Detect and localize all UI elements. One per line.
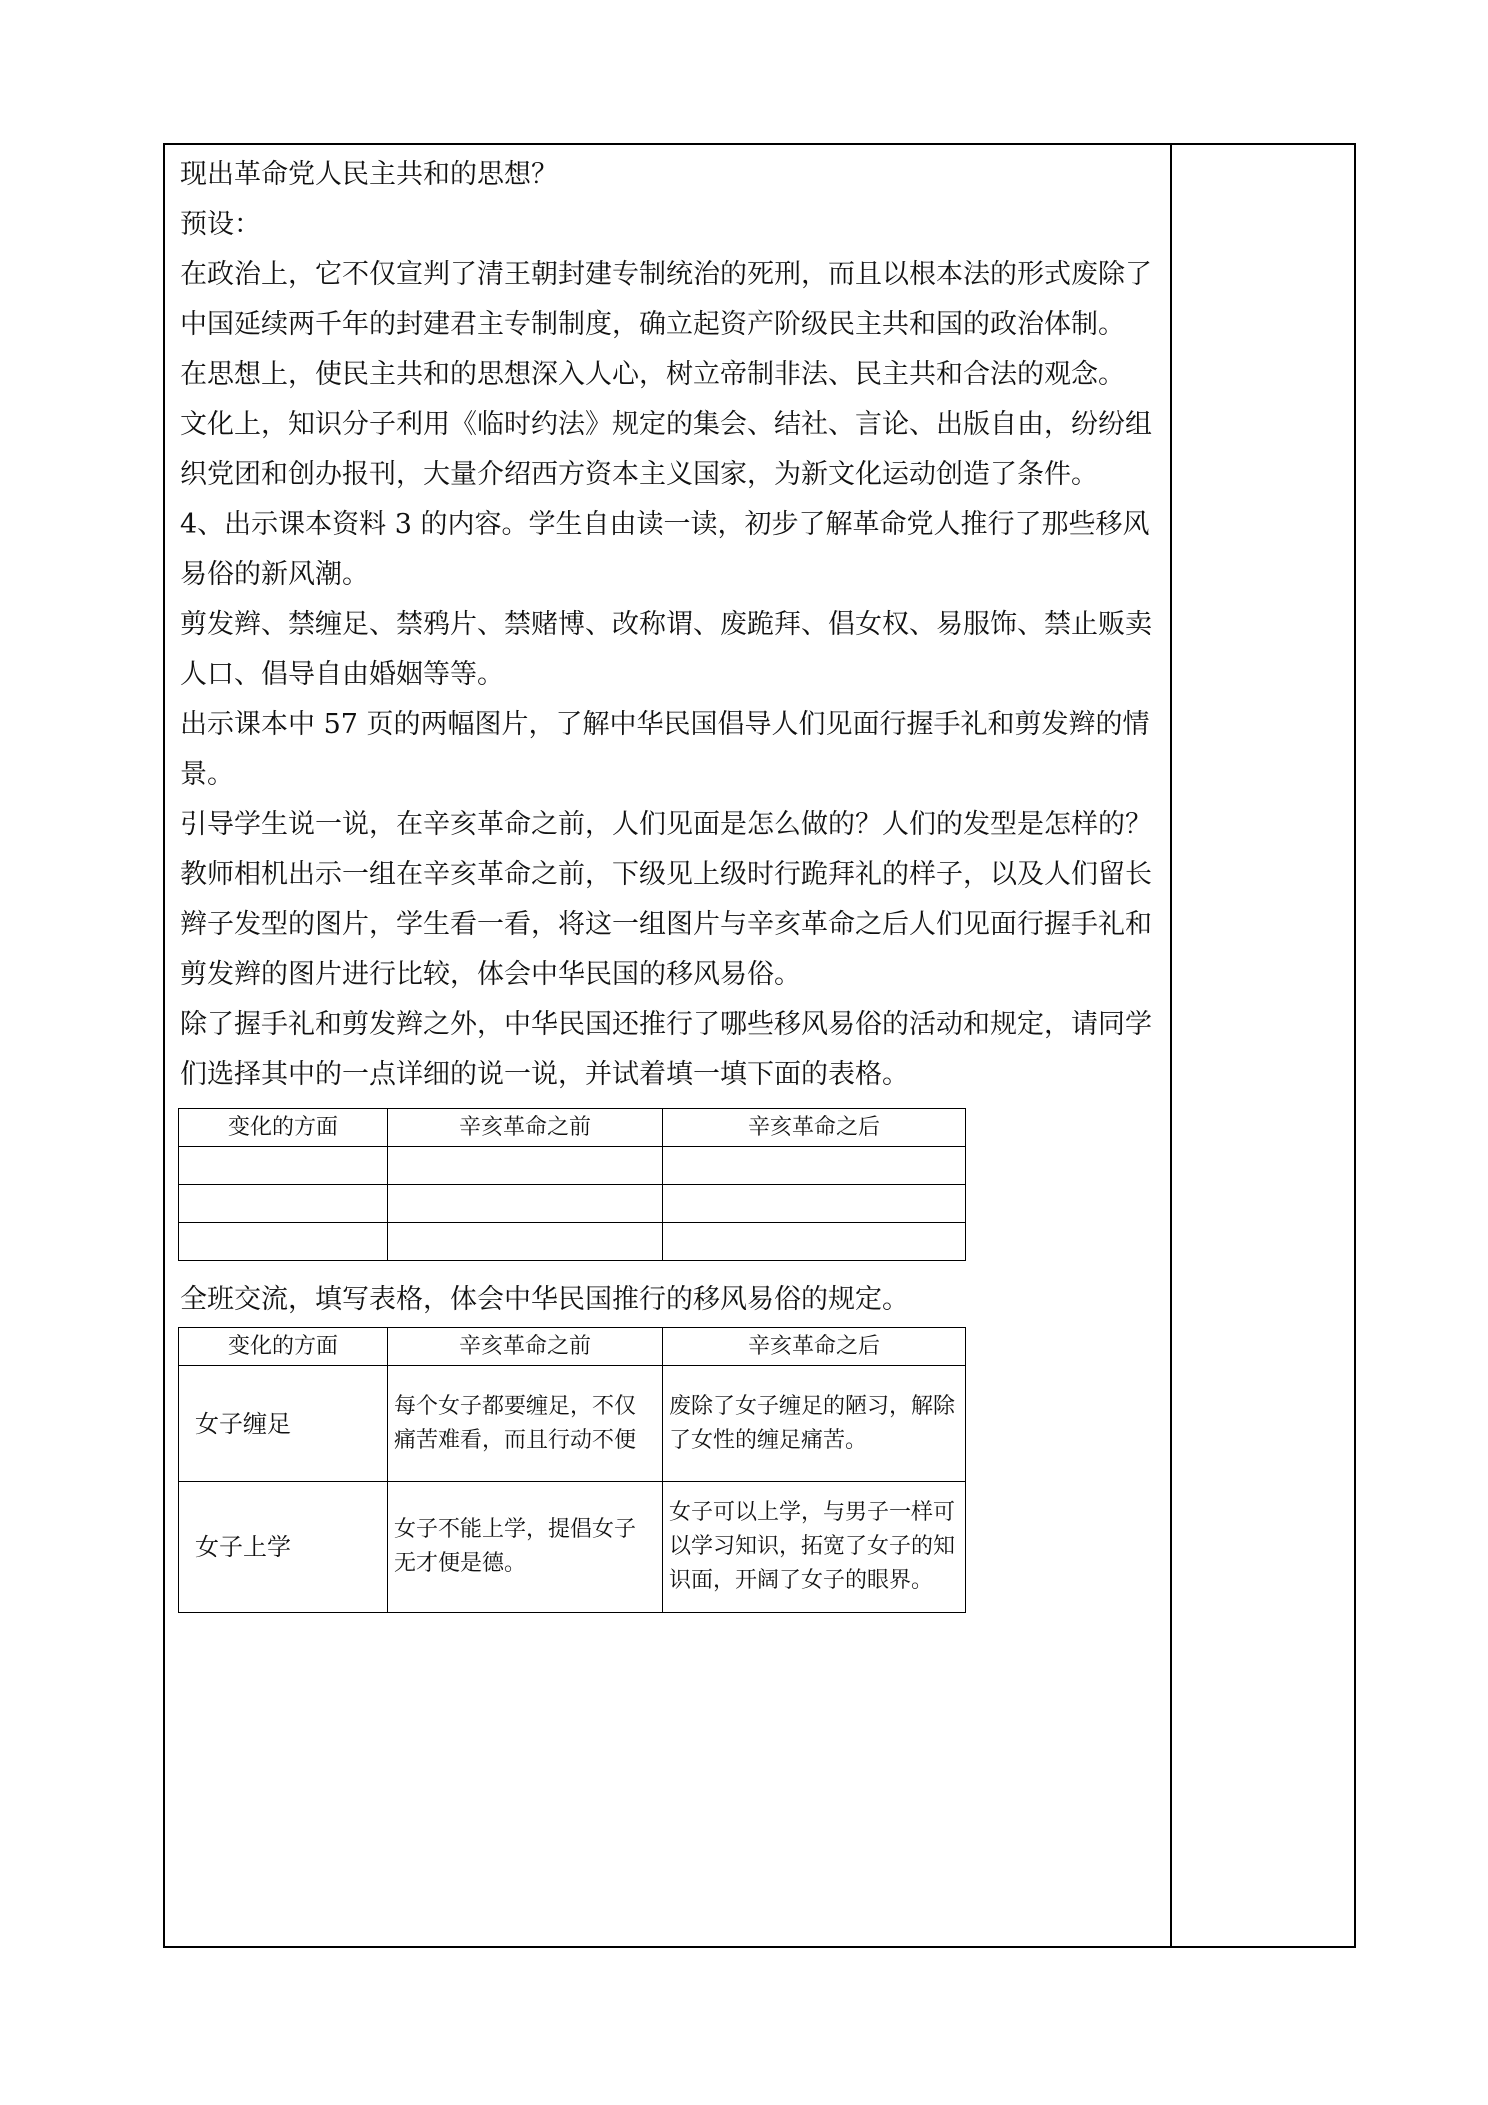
blank-cell[interactable] — [179, 1223, 388, 1261]
after-cell: 女子可以上学，与男子一样可以学习知识，拓宽了女子的知识面，开阔了女子的眼界。 — [663, 1482, 966, 1613]
paragraph: 4、出示课本资料 3 的内容。学生自由读一读，初步了解革命党人推行了那些移风易俗的新风潮。 — [180, 509, 1150, 590]
aspect-cell: 女子缠足 — [179, 1366, 388, 1482]
paragraph: 现出革命党人民主共和的思想？ — [180, 159, 558, 190]
blank-comparison-table — [178, 1108, 966, 1261]
paragraph: 预设： — [180, 209, 261, 240]
paragraph: 剪发辫、禁缠足、禁鸦片、禁赌博、改称谓、废跪拜、倡女权、易服饰、禁止贩卖人口、倡导自由婚姻等等。 — [180, 609, 1152, 690]
filled-comparison-table — [178, 1327, 966, 1613]
after-cell: 废除了女子缠足的陋习，解除了女性的缠足痛苦。 — [663, 1366, 966, 1482]
blank-cell[interactable] — [663, 1223, 966, 1261]
header-after: 辛亥革命之后 — [663, 1328, 966, 1366]
blank-cell[interactable] — [179, 1147, 388, 1185]
header-aspect: 变化的方面 — [179, 1328, 388, 1366]
before-cell: 女子不能上学，提倡女子无才便是德。 — [388, 1482, 663, 1613]
paragraph: 出示课本中 57 页的两幅图片，了解中华民国倡导人们见面行握手礼和剪发辫的情景。 — [180, 709, 1150, 790]
paragraph: 全班交流，填写表格，体会中华民国推行的移风易俗的规定。 — [180, 1284, 909, 1315]
paragraph: 在思想上，使民主共和的思想深入人心，树立帝制非法、民主共和合法的观念。 — [180, 359, 1125, 390]
notes-column-divider — [1170, 143, 1172, 1948]
paragraph: 除了握手礼和剪发辫之外，中华民国还推行了哪些移风易俗的活动和规定，请同学们选择其中的一点详细的说一说，并试着填一填下面的表格。 — [180, 1009, 1152, 1090]
blank-cell[interactable] — [388, 1147, 663, 1185]
paragraph: 文化上，知识分子利用《临时约法》规定的集会、结社、言论、出版自由，纷纷组织党团和创办报刊，大量介绍西方资本主义国家，为新文化运动创造了条件。 — [180, 409, 1152, 490]
table-row — [179, 1366, 966, 1482]
blank-cell[interactable] — [179, 1185, 388, 1223]
blank-cell[interactable] — [663, 1147, 966, 1185]
table-row — [179, 1482, 966, 1613]
paragraph: 教师相机出示一组在辛亥革命之前，下级见上级时行跪拜礼的样子，以及人们留长辫子发型的图片，学生看一看，将这一组图片与辛亥革命之后人们见面行握手礼和剪发辫的图片进行比较，体会中华民国的移风易俗。 — [180, 859, 1152, 990]
header-after: 辛亥革命之后 — [663, 1109, 966, 1147]
lesson-content-cell — [176, 150, 1168, 1613]
paragraph: 引导学生说一说，在辛亥革命之前，人们见面是怎么做的？人们的发型是怎样的？ — [180, 809, 1152, 840]
aspect-cell: 女子上学 — [179, 1482, 388, 1613]
header-before: 辛亥革命之前 — [388, 1328, 663, 1366]
blank-cell[interactable] — [388, 1223, 663, 1261]
paragraph: 在政治上，它不仅宣判了清王朝封建专制统治的死刑，而且以根本法的形式废除了中国延续两千年的封建君主专制制度，确立起资产阶级民主共和国的政治体制。 — [180, 259, 1152, 340]
header-before: 辛亥革命之前 — [388, 1109, 663, 1147]
before-cell: 每个女子都要缠足，不仅痛苦难看，而且行动不便 — [388, 1366, 663, 1482]
header-aspect: 变化的方面 — [179, 1109, 388, 1147]
blank-cell[interactable] — [663, 1185, 966, 1223]
blank-cell[interactable] — [388, 1185, 663, 1223]
